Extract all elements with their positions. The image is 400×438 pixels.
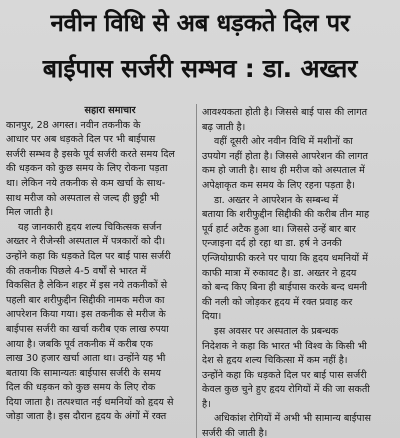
- left-line: की तकनीक पिछले 4-5 वर्षों से भारत में: [6, 265, 147, 277]
- right-line: सर्जरी की जाती है।: [202, 428, 268, 438]
- right-line: डा. अख्तर ने आपरेशन के सम्बन्ध में: [214, 194, 339, 206]
- left-line: पहली बार शरीफुद्दीन सिद्दीकी नामक मरीज का: [6, 294, 165, 306]
- left-line: दिया जाता है। तत्पश्चात नई धमनियों को हृदय से: [6, 396, 174, 408]
- right-line: निदेशक ने कहा कि भारत भी विश्व के किसी भी: [202, 340, 367, 352]
- left-line: साथ मरीज को अस्पताल से जल्द ही छुट्टी भी: [6, 192, 160, 204]
- column-divider: [196, 104, 197, 438]
- right-line: बढ़ जाती है।: [202, 121, 246, 133]
- left-line: अख्तर ने रीजेन्सी अस्पताल में पत्रकारों को दी।: [6, 236, 166, 248]
- left-line: विकसित है लेकिन शहर में इस नये तकनीकों से: [6, 280, 168, 292]
- headline-line-1: नवीन विधि से अब धड़कते दिल पर: [50, 9, 350, 37]
- left-line: मिल जाती है।: [6, 207, 54, 219]
- right-line: वहीं दूसरी ओर नवीन विधि में मशीनों का: [214, 136, 353, 148]
- right-line: बताया कि शरीफुद्दीन सिद्दीकी की करीब तीन माह: [202, 209, 370, 221]
- headline-line-2: बाईपास सर्जरी सम्भव : डा. अख्तर: [42, 54, 358, 83]
- left-line: लाख 30 हजार खर्चा आता था। उन्होंने यह भी: [6, 353, 166, 365]
- right-line: केवल कुछ चुने हुए हृदय रोगियों में की जा सकती: [202, 384, 370, 396]
- left-line: यह जानकारी हृदय शल्य चिकित्सक सर्जन: [18, 221, 162, 233]
- right-line: आवश्यकता होती है। जिससे बाई पास की लागत: [202, 107, 368, 118]
- right-line: देश से हृदय शल्य चिकित्सा में कम नहीं है।: [202, 355, 348, 367]
- byline: सहारा समाचार: [84, 105, 136, 116]
- left-line: की धड़कन को कुछ समय के लिए रोकना पड़ता: [6, 163, 168, 175]
- right-line: कम हो जाती है। साथ ही मरीज को अस्पताल में: [202, 165, 365, 177]
- left-line: बताया कि सामान्यतः बाईपास सर्जरी के समय: [6, 367, 161, 379]
- left-line: आधार पर अब धड़कते दिल पर भी बाईपास: [6, 134, 156, 146]
- left-line: था। लेकिन नये तकनीक से कम खर्चा के साथ-: [6, 177, 166, 189]
- right-line: काफी मात्रा में रुकावट है। डा. अख्तर ने हृदय: [202, 267, 357, 279]
- right-line: अपेक्षाकृत कम समय के लिए रहना पड़ता है।: [202, 179, 355, 191]
- right-column: [202, 106, 394, 438]
- left-line: उन्होंने कहा कि धड़कते दिल पर बाई पास सर्जरी: [6, 250, 171, 262]
- left-line: बाईपास सर्जरी का खर्चा करीब एक लाख रुपया: [6, 323, 169, 335]
- left-line: आया है। जबकि पूर्व तकनीक में करीब एक: [6, 338, 153, 350]
- left-column: [6, 104, 194, 425]
- left-line: जोड़ा जाता है। इस दौरान हृदय के अंगों में रक्त: [6, 411, 167, 423]
- right-line: है।: [202, 398, 211, 410]
- left-line: दिल की धड़कन को कुछ समय के लिए रोक: [6, 382, 156, 394]
- right-line: एन्जियोग्राफी करने पर पाया कि हृदय धमनियों में: [202, 252, 368, 264]
- right-line: एन्जाइना दर्द हो रहा था डा. हर्ष ने उनकी: [202, 238, 342, 250]
- left-line: सर्जरी सम्भव है इसके पूर्व सर्जरी करते समय दिल: [6, 148, 175, 160]
- right-line: को बन्द किए बिना ही बाईपास करके बन्द धमनी: [202, 282, 368, 294]
- right-line: अधिकांश रोगियों में अभी भी सामान्य बाईपास: [214, 413, 371, 425]
- right-line: की नली को जोड़कर हृदय में रक्त प्रवाह कर: [202, 296, 353, 308]
- right-line: दिया।: [202, 311, 222, 323]
- left-line: कानपुर, 28 अगस्त। नवीन तकनीक के: [6, 119, 141, 131]
- right-line: उपयोग नहीं होता है। जिससे आपरेशन की लागत: [202, 150, 368, 162]
- right-line: इस अवसर पर अस्पताल के प्रबन्धक: [214, 325, 339, 337]
- right-line: पूर्व हार्ट अटैक हुआ था। जिससे उन्हें बार बार: [202, 223, 356, 235]
- left-line: आपरेशन किया गया। इस तकनीक से मरीज के: [6, 309, 166, 321]
- right-line: उन्होंने कहा कि धड़कते दिल पर बाई पास सर्जरी: [202, 369, 367, 381]
